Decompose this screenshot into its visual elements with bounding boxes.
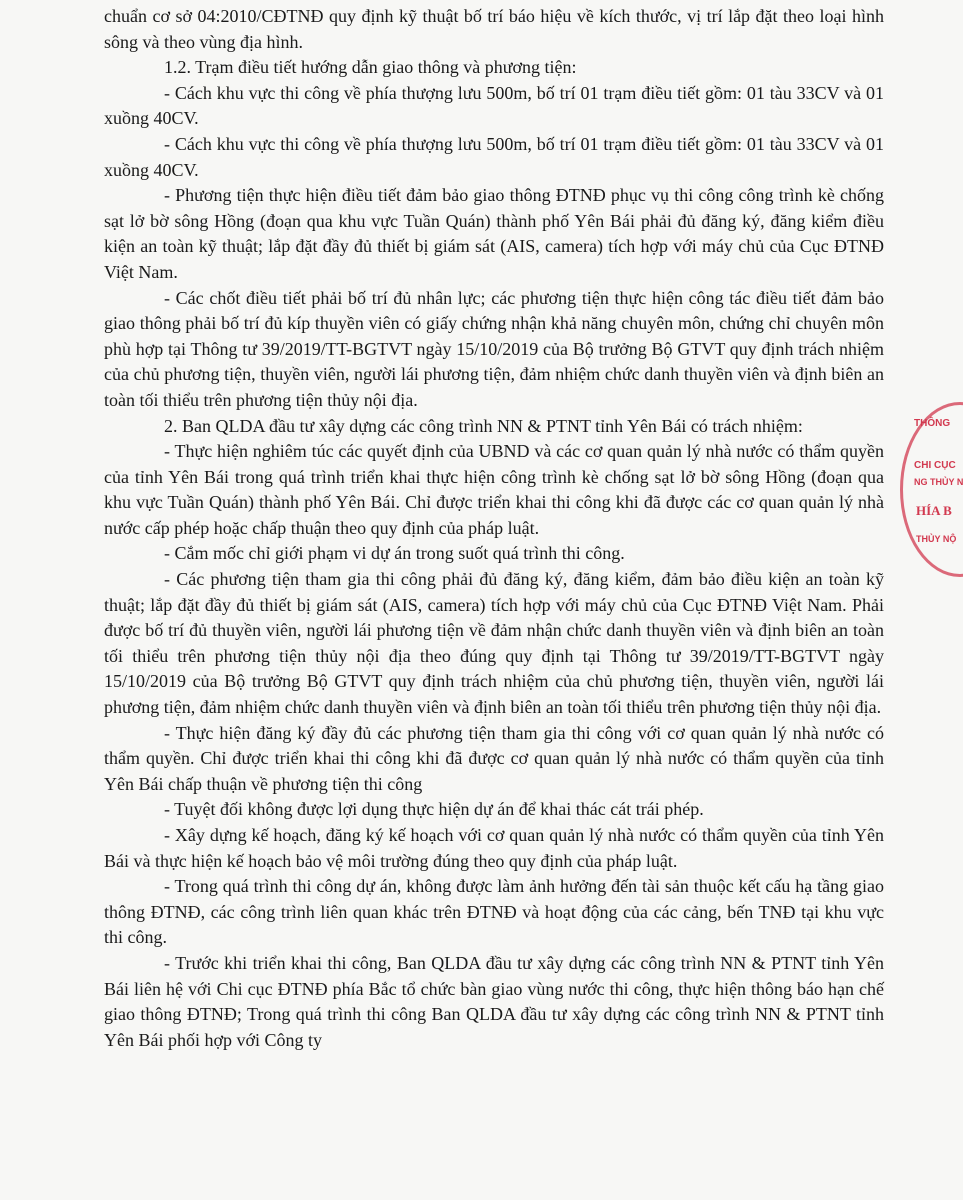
stamp-text: THÔNG	[914, 418, 951, 429]
stamp-text: CHI CỤC	[914, 460, 956, 471]
paragraph: - Thực hiện đăng ký đầy đủ các phương tiện tham gia thi công với cơ quan quản lý nhà nước có thẩm quyền. Chỉ được triển khai thi công khi đã được cơ quan quản lý nhà nước có thẩm quyền của tỉnh Yên Bái chấp thuận về phương tiện thi công	[104, 722, 884, 794]
paragraph: - Cách khu vực thi công về phía thượng lưu 500m, bố trí 01 trạm điều tiết gồm: 01 tàu 33CV và 01 xuồng 40CV.	[104, 82, 884, 129]
stamp-text: HÍA B	[916, 503, 952, 518]
document-body	[104, 4, 884, 1053]
paragraph: - Các chốt điều tiết phải bố trí đủ nhân lực; các phương tiện thực hiện công tác điều tiết đảm bảo giao thông phải bố trí đủ kíp thuyền viên có giấy chứng nhận khả năng chuyên môn, chứng chỉ chuyên môn phù hợp tại Thông tư 39/2019/TT-BGTVT ngày 15/10/2019 của Bộ trưởng Bộ GTVT quy định trách nhiệm của chủ phương tiện, thuyền viên, người lái phương tiện, đảm nhiệm chức danh thuyền viên và định biên an toàn tối thiểu trên phương tiện thủy nội địa.	[104, 287, 884, 410]
paragraph: 1.2. Trạm điều tiết hướng dẫn giao thông và phương tiện:	[164, 57, 577, 78]
paragraph: chuẩn cơ sở 04:2010/CĐTNĐ quy định kỹ thuật bố trí báo hiệu về kích thước, vị trí lắp đặt theo loại hình sông và theo vùng địa hình.	[104, 6, 884, 52]
paragraph: - Trong quá trình thi công dự án, không được làm ảnh hưởng đến tài sản thuộc kết cấu hạ tầng giao thông ĐTNĐ, các công trình liên quan khác trên ĐTNĐ và hoạt động của các cảng, bến TNĐ tại khu vực thi công.	[104, 876, 884, 948]
paragraph: - Thực hiện nghiêm túc các quyết định của UBND và các cơ quan quản lý nhà nước có thẩm quyền của tỉnh Yên Bái trong quá trình triển khai thực hiện công trình kè chống sạt lở bờ sông Hồng (đoạn qua khu vực Tuần Quán) thành phố Yên Bái. Chỉ được triển khai thi công khi đã được các cơ quan quản lý nhà nước cấp phép hoặc chấp thuận theo quy định của pháp luật.	[104, 441, 884, 538]
paragraph: 2. Ban QLDA đầu tư xây dựng các công trình NN & PTNT tỉnh Yên Bái có trách nhiệm:	[164, 415, 803, 436]
stamp-text: NG THỦY N	[914, 477, 963, 487]
stamp-text: THỦY NỘ	[916, 534, 957, 544]
paragraph: - Phương tiện thực hiện điều tiết đảm bảo giao thông ĐTNĐ phục vụ thi công công trình kè chống sạt lở bờ sông Hồng (đoạn qua khu vực Tuần Quán) thành phố Yên Bái phải đủ đăng ký, đăng kiểm điều kiện an toàn kỹ thuật; lắp đặt đầy đủ thiết bị giám sát (AIS, camera) tích hợp với máy chủ của Cục ĐTNĐ Việt Nam.	[104, 185, 884, 282]
paragraph: - Các phương tiện tham gia thi công phải đủ đăng ký, đăng kiểm, đảm bảo điều kiện an toàn kỹ thuật; lắp đặt đầy đủ thiết bị giám sát (AIS, camera) tích hợp với máy chủ của Cục ĐTNĐ Việt Nam. Phải được bố trí đủ thuyền viên, người lái phương tiện về đảm nhận chức danh thuyền viên và định biên an toàn tối thiểu trên phương tiện thủy nội địa theo đúng quy định tại Thông tư 39/2019/TT-BGTVT ngày 15/10/2019 của Bộ trưởng Bộ GTVT quy định trách nhiệm của chủ phương tiện, thuyền viên, người lái phương tiện, đảm nhiệm chức danh thuyền viên và định biên an toàn tối thiểu trên phương tiện thủy nội địa.	[104, 569, 884, 718]
official-stamp	[900, 402, 963, 577]
paragraph: - Tuyệt đối không được lợi dụng thực hiện dự án để khai thác cát trái phép.	[164, 799, 704, 820]
paragraph: - Xây dựng kế hoạch, đăng ký kế hoạch với cơ quan quản lý nhà nước có thẩm quyền của tỉnh Yên Bái và thực hiện kế hoạch bảo vệ môi trường đúng theo quy định của pháp luật.	[104, 825, 884, 871]
paragraph: - Cắm mốc chỉ giới phạm vi dự án trong suốt quá trình thi công.	[164, 543, 625, 564]
paragraph: - Cách khu vực thi công về phía thượng lưu 500m, bố trí 01 trạm điều tiết gồm: 01 tàu 33CV và 01 xuồng 40CV.	[104, 133, 884, 180]
paragraph: - Trước khi triển khai thi công, Ban QLDA đầu tư xây dựng các công trình NN & PTNT tỉnh Yên Bái liên hệ với Chi cục ĐTNĐ phía Bắc tổ chức bàn giao vùng nước thi công, thực hiện thông báo hạn chế giao thông ĐTNĐ; Trong quá trình thi công Ban QLDA đầu tư xây dựng các công trình NN & PTNT tỉnh Yên Bái phối hợp với Công ty	[104, 952, 884, 1050]
